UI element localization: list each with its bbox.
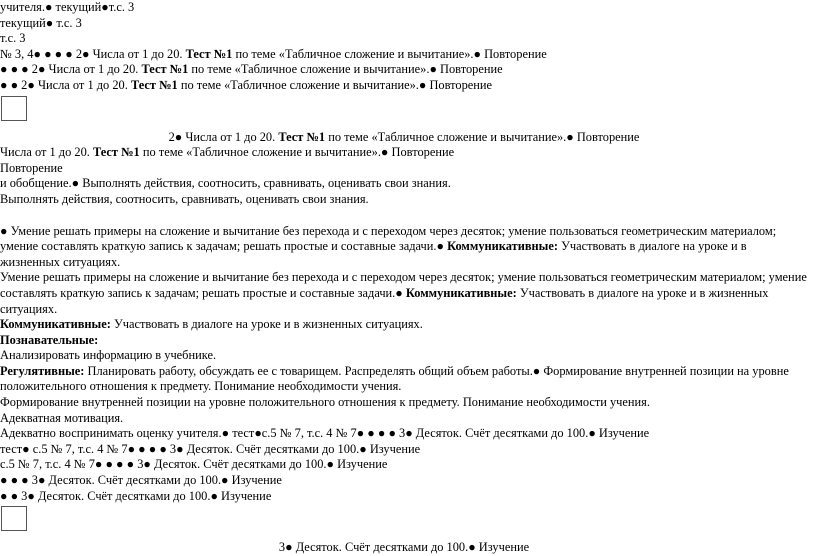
- text-run: по теме «Табличное сложение и вычитание».● Повторение: [232, 46, 547, 61]
- text-line: [0, 47, 808, 63]
- empty-cell-box: [1, 96, 27, 121]
- text-line: учителя.● текущий●т.с. 3: [0, 0, 135, 14]
- text-run: Умение решать примеры на сложение и вычитание без перехода и с переходом через десяток; умение пользоваться геометрическим материалом; умение составлять краткую запись к задачам; решать простые и составные задачи.●: [0, 270, 807, 300]
- text-run: Планировать работу, обсуждать ее с товарищем. Распределять общий объем работы.● Формирование внутренней позиции на уровне положительного отношения к предмету. Понимание необходимости учения.: [0, 363, 789, 394]
- bold-run: Тест №1: [130, 77, 178, 92]
- text-line: [0, 130, 808, 146]
- text-run: по теме «Табличное сложение и вычитание».● Повторение: [139, 145, 455, 160]
- empty-cell-box: [1, 506, 27, 531]
- bold-run: Регулятивные:: [0, 363, 85, 378]
- text-run: по теме «Табличное сложение и вычитание».● Повторение: [188, 62, 503, 77]
- text-line: Анализировать информацию в учебнике.: [0, 348, 217, 363]
- text-line: [0, 145, 808, 161]
- text-line: и обобщение.● Выполнять действия, соотносить, сравнивать, оценивать свои знания.: [0, 176, 451, 191]
- text-line: тест● с.5 № 7, т.с. 4 № 7● ● ● ● 3● Десяток. Счёт десятками до 100.● Изучение: [0, 441, 421, 456]
- text-line: текущий● т.с. 3: [0, 15, 82, 30]
- paragraph: [0, 364, 808, 395]
- text-run: Участвовать в диалоге на уроке и в жизненных ситуациях.: [0, 239, 747, 269]
- text-line: с.5 № 7, т.с. 4 № 7● ● ● ● 3● Десяток. Счёт десятками до 100.● Изучение: [0, 457, 388, 472]
- text-run: ● Умение решать примеры на сложение и вычитание без перехода и с переходом через десяток; умение пользоваться геометрическим материалом; умение составлять краткую запись к задачам; решать простые и составные задачи.●: [0, 223, 777, 254]
- paragraph: [0, 224, 808, 271]
- text-run: Участвовать в диалоге на уроке и в жизненных ситуациях.: [0, 285, 769, 316]
- text-run: по теме «Табличное сложение и вычитание».● Повторение: [325, 129, 640, 144]
- text-run: ● ● ● 2● Числа от 1 до 20.: [0, 62, 142, 77]
- text-run: по теме «Табличное сложение и вычитание».● Повторение: [177, 77, 493, 92]
- text-line: Выполнять действия, соотносить, сравнивать, оценивать свои знания.: [0, 191, 369, 206]
- text-line: Повторение: [0, 160, 63, 175]
- text-line: ● ● 3● Десяток. Счёт десятками до 100.● Изучение: [0, 488, 272, 503]
- text-line: Познавательные:: [0, 332, 99, 347]
- bold-run: Коммуникативные:: [0, 317, 111, 332]
- bold-run: Коммуникативные:: [405, 285, 517, 300]
- text-run: Числа от 1 до 20.: [0, 145, 93, 160]
- text-run: Участвовать в диалоге на уроке и в жизненных ситуациях.: [110, 317, 423, 332]
- text-run: № 3, 4● ● ● ● 2● Числа от 1 до 20.: [0, 46, 186, 61]
- text-run: 2● Числа от 1 до 20.: [168, 129, 279, 144]
- text-line: т.с. 3: [0, 31, 26, 46]
- text-line: Формирование внутренней позиции на уровне положительного отношения к предмету. Понимание необходимости учения.: [0, 395, 650, 410]
- bold-run: Тест №1: [278, 129, 326, 144]
- paragraph: [0, 270, 808, 317]
- text-line: Адекватно воспринимать оценку учителя.● тест●с.5 № 7, т.с. 4 № 7● ● ● ● 3● Десяток. Счёт десятками до 100.● Изучение: [0, 426, 650, 441]
- text-line: ● ● ● 3● Десяток. Счёт десятками до 100.● Изучение: [0, 473, 282, 488]
- text-line: 3● Десяток. Счёт десятками до 100.● Изучение: [278, 540, 530, 555]
- text-line: Адекватная мотивация.: [0, 410, 124, 425]
- text-line: [0, 317, 808, 333]
- text-run: ● ● 2● Числа от 1 до 20.: [0, 77, 131, 92]
- bold-run: Тест №1: [141, 62, 189, 77]
- text-line: [0, 78, 808, 94]
- text-line: [0, 62, 808, 78]
- bold-run: Тест №1: [185, 46, 233, 61]
- bold-run: Коммуникативные:: [447, 239, 558, 254]
- bold-run: Тест №1: [92, 145, 140, 160]
